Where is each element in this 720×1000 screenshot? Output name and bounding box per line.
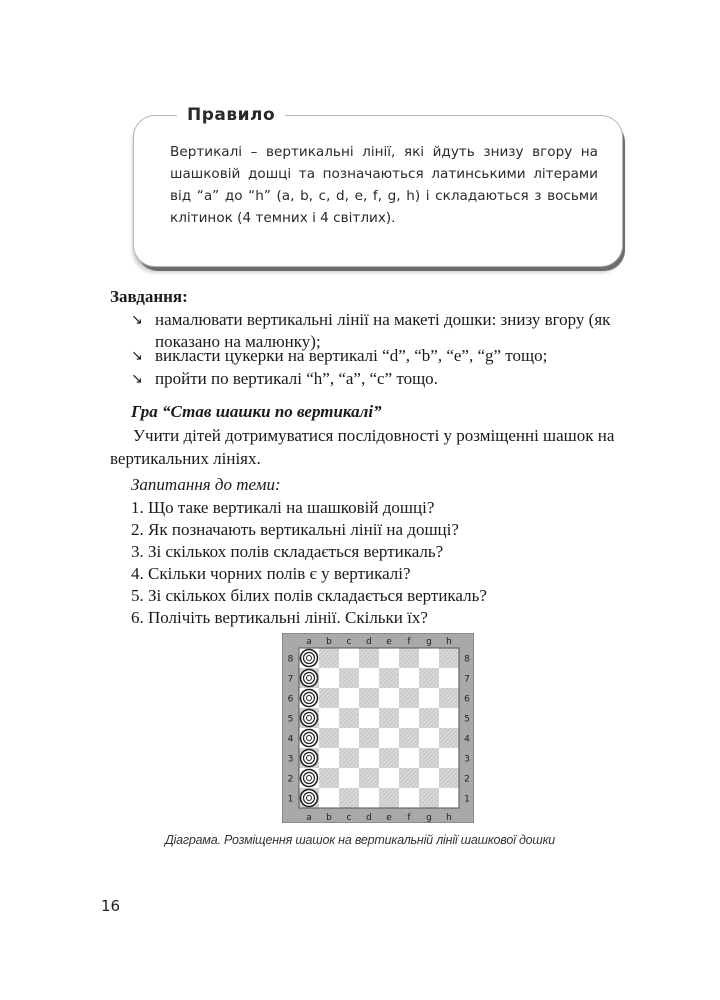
board-square-c8 bbox=[339, 648, 359, 668]
rule-title: Правило bbox=[177, 104, 285, 126]
board-square-f1 bbox=[399, 788, 419, 808]
question-6: 6. Полічіть вертикальні лінії. Скільки їх? bbox=[131, 608, 428, 627]
board-square-b4 bbox=[319, 728, 339, 748]
board-square-b3 bbox=[319, 748, 339, 768]
board-square-d8 bbox=[359, 648, 379, 668]
file-label-top-g: g bbox=[426, 637, 432, 647]
rank-label-left-2: 2 bbox=[287, 774, 294, 785]
rank-label-left-1: 1 bbox=[287, 794, 294, 805]
task-item-3: пройти по вертикалі “h”, “a”, “c” тощо. bbox=[155, 369, 438, 388]
board-square-b6 bbox=[319, 688, 339, 708]
board-square-g1 bbox=[419, 788, 439, 808]
board-square-g4 bbox=[419, 728, 439, 748]
rank-label-right-6: 6 bbox=[464, 694, 470, 705]
board-square-h7 bbox=[439, 668, 459, 688]
checker-piece-a2 bbox=[301, 770, 318, 787]
board-square-b5 bbox=[319, 708, 339, 728]
board-square-d7 bbox=[359, 668, 379, 688]
file-label-bottom-d: d bbox=[366, 813, 372, 823]
board-square-c1 bbox=[339, 788, 359, 808]
board-square-b2 bbox=[319, 768, 339, 788]
checker-piece-a6 bbox=[301, 690, 318, 707]
file-label-top-b: b bbox=[326, 637, 332, 647]
question-5: 5. Зі скількох білих полів складається вертикаль? bbox=[131, 586, 487, 605]
checker-piece-a8 bbox=[301, 650, 318, 667]
board-square-b8 bbox=[319, 648, 339, 668]
board-square-c4 bbox=[339, 728, 359, 748]
file-label-bottom-b: b bbox=[326, 813, 332, 823]
bullet-arrow-icon: ↘ bbox=[131, 348, 143, 364]
checkerboard-diagram bbox=[282, 633, 474, 823]
file-label-top-d: d bbox=[366, 637, 372, 647]
board-square-g2 bbox=[419, 768, 439, 788]
task-heading: Завдання: bbox=[110, 287, 188, 306]
page-number: 16 bbox=[101, 897, 121, 915]
game-title: Гра “Став шашки по вертикалі” bbox=[131, 402, 382, 421]
questions-heading: Запитання до теми: bbox=[131, 475, 281, 494]
rank-label-right-4: 4 bbox=[464, 734, 470, 745]
board-square-h8 bbox=[439, 648, 459, 668]
board-square-h6 bbox=[439, 688, 459, 708]
question-4: 4. Скільки чорних полів є у вертикалі? bbox=[131, 564, 411, 583]
board-square-f3 bbox=[399, 748, 419, 768]
file-label-top-f: f bbox=[407, 637, 411, 647]
board-square-g5 bbox=[419, 708, 439, 728]
file-label-bottom-f: f bbox=[407, 813, 411, 823]
board-square-e6 bbox=[379, 688, 399, 708]
board-square-f7 bbox=[399, 668, 419, 688]
file-label-top-a: a bbox=[306, 637, 312, 647]
rank-label-left-5: 5 bbox=[287, 714, 294, 725]
board-square-e3 bbox=[379, 748, 399, 768]
board-square-c6 bbox=[339, 688, 359, 708]
board-square-d6 bbox=[359, 688, 379, 708]
board-square-e1 bbox=[379, 788, 399, 808]
checker-piece-a7 bbox=[301, 670, 318, 687]
rank-label-right-7: 7 bbox=[464, 674, 470, 685]
task-item-1-line-1: намалювати вертикальні лінії на макеті дошки: знизу вгору (як bbox=[155, 310, 611, 329]
board-square-e4 bbox=[379, 728, 399, 748]
board-square-c3 bbox=[339, 748, 359, 768]
board-square-f4 bbox=[399, 728, 419, 748]
file-label-bottom-c: c bbox=[346, 813, 352, 823]
file-label-top-e: e bbox=[386, 637, 392, 647]
checker-piece-a4 bbox=[301, 730, 318, 747]
board-square-h3 bbox=[439, 748, 459, 768]
checker-piece-a3 bbox=[301, 750, 318, 767]
rank-label-right-8: 8 bbox=[464, 654, 470, 665]
board-square-h2 bbox=[439, 768, 459, 788]
file-label-bottom-a: a bbox=[306, 813, 312, 823]
rank-label-right-3: 3 bbox=[464, 754, 470, 765]
board-square-d1 bbox=[359, 788, 379, 808]
rank-label-left-4: 4 bbox=[287, 734, 294, 745]
board-square-f5 bbox=[399, 708, 419, 728]
board-square-f8 bbox=[399, 648, 419, 668]
board-square-b1 bbox=[319, 788, 339, 808]
board-square-f2 bbox=[399, 768, 419, 788]
board-square-h1 bbox=[439, 788, 459, 808]
board-square-g7 bbox=[419, 668, 439, 688]
task-item-2: викласти цукерки на вертикалі “d”, “b”, “e”, “g” тощо; bbox=[155, 346, 548, 365]
bullet-arrow-icon: ↘ bbox=[131, 371, 143, 387]
question-2: 2. Як позначають вертикальні лінії на дошці? bbox=[131, 520, 459, 539]
rank-label-right-1: 1 bbox=[464, 794, 470, 805]
board-square-c5 bbox=[339, 708, 359, 728]
task-item-1-line-2: показано на малюнку); bbox=[155, 332, 321, 351]
board-square-c7 bbox=[339, 668, 359, 688]
board-square-d2 bbox=[359, 768, 379, 788]
rank-label-left-6: 6 bbox=[287, 694, 294, 705]
diagram-caption: Діаграма. Розміщення шашок на вертикальній лінії шашкової дошки bbox=[164, 833, 556, 847]
rank-label-right-2: 2 bbox=[464, 774, 470, 785]
question-1: 1. Що таке вертикалі на шашковій дошці? bbox=[131, 498, 435, 517]
board-square-h5 bbox=[439, 708, 459, 728]
rank-label-left-7: 7 bbox=[287, 674, 294, 685]
board-square-b7 bbox=[319, 668, 339, 688]
board-square-g3 bbox=[419, 748, 439, 768]
board-square-c2 bbox=[339, 768, 359, 788]
board-square-d5 bbox=[359, 708, 379, 728]
checker-piece-a5 bbox=[301, 710, 318, 727]
board-square-e5 bbox=[379, 708, 399, 728]
file-label-top-h: h bbox=[446, 637, 452, 647]
board-square-e8 bbox=[379, 648, 399, 668]
file-label-top-c: c bbox=[346, 637, 352, 647]
file-label-bottom-e: e bbox=[386, 813, 392, 823]
board-square-h4 bbox=[439, 728, 459, 748]
board-square-e7 bbox=[379, 668, 399, 688]
question-3: 3. Зі скількох полів складається вертикаль? bbox=[131, 542, 444, 561]
game-description: Учити дітей дотримуватися послідовності у розміщенні шашок на вертикальних лініях. bbox=[110, 426, 615, 468]
checker-piece-a1 bbox=[301, 790, 318, 807]
board-square-d3 bbox=[359, 748, 379, 768]
rank-label-left-3: 3 bbox=[287, 754, 294, 765]
file-label-bottom-g: g bbox=[426, 813, 432, 823]
rank-label-left-8: 8 bbox=[287, 654, 294, 665]
board-square-f6 bbox=[399, 688, 419, 708]
file-label-bottom-h: h bbox=[446, 813, 452, 823]
board-square-g8 bbox=[419, 648, 439, 668]
rule-text: Вертикалі – вертикальні лінії, які йдуть знизу вгору на шашковій дошці та позначаються латинськими літерами від “a” до “h” (a, b, c, d, e, f, g, h) і складаються з восьми клітинок (4 темних і 4 світлих). bbox=[170, 144, 598, 226]
board-square-d4 bbox=[359, 728, 379, 748]
board-square-g6 bbox=[419, 688, 439, 708]
board-square-e2 bbox=[379, 768, 399, 788]
bullet-arrow-icon: ↘ bbox=[131, 312, 143, 328]
rank-label-right-5: 5 bbox=[464, 714, 470, 725]
